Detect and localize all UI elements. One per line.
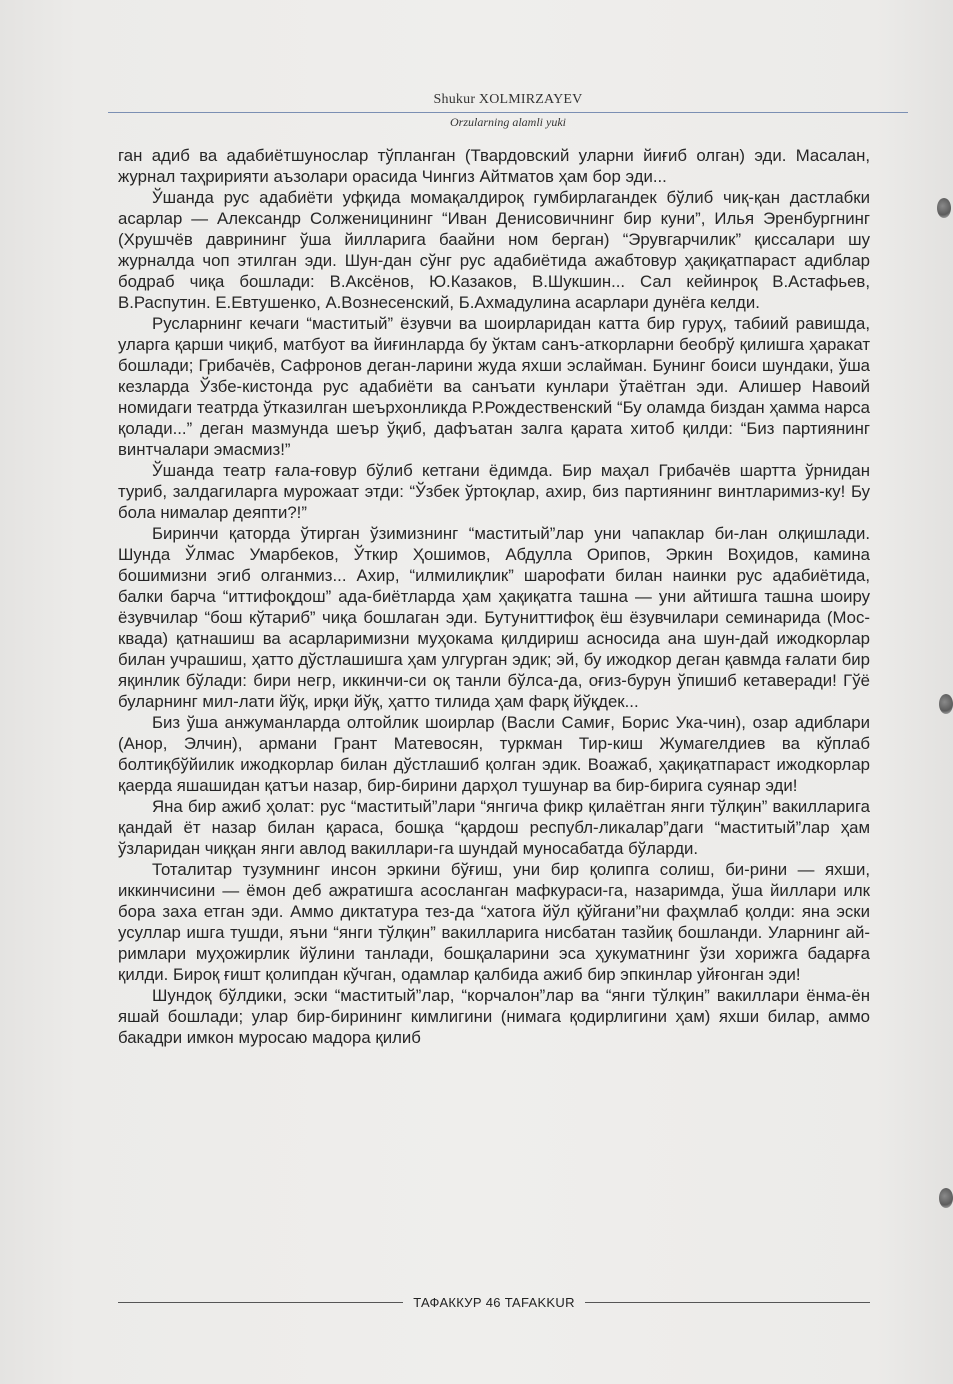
paragraph: ган адиб ва адабиётшунослар тўпланган (Твардовский уларни йиғиб олган) эди. Масалан, журнал таҳририяти аъзолари орасида Чингиз Айтматов ҳам бор эди... xyxy=(118,146,870,186)
binder-hole-icon xyxy=(937,198,951,218)
body-text xyxy=(118,145,870,1048)
header-rule xyxy=(108,112,908,113)
paragraph: Яна бир ажиб ҳолат: рус “маститый”лари “янгича фикр қилаётган янги тўлқин” вакилларига қандай ёт назар билан қараса, бошқа “қардош республ-ликалар”даги “маститый”лар ҳам ўзларидан чиққан янги авлод вакиллари-га шундай муносабатда бўларди. xyxy=(118,797,870,858)
page-footer xyxy=(118,1291,870,1313)
header-subtitle: Orzularning alamli yuki xyxy=(450,115,566,129)
paragraph: Шундоқ бўлдики, эски “маститый”лар, “корчалон”лар ва “янги тўлқин” вакиллари ёнма-ён яшай бошлади; улар бир-бирининг кимлигини (нимага қодирлигини ҳам) яхши билар, аммо бакадри имкон муросаю мадора қилиб xyxy=(118,986,870,1047)
binder-hole-icon xyxy=(939,694,953,714)
paragraph: Ўшанда рус адабиёти уфқида момақалдироқ гумбирлагандек бўлиб чиқ-қан дастлабки асарлар — Александр Солженицининг “Иван Денисовичнинг бир куни”, Илья Эренбургнинг (Хрушчёв даврининг ўша йилларига баайни ном берган) “Эрувгарчилик” қиссалари шу журналда чоп этилган эди. Шун-дан сўнг рус адабиётида ажабтовур ҳақиқатпараст адиблар бодраб чиқа бошлади: В.Аксёнов, Ю.Казаков, В.Шукшин... Сал кейинроқ В.Астафьев, В.Распутин. Е.Евтушенко, А.Вознесенский, Б.Ахмадулина асарлари дунёга келди. xyxy=(118,188,870,312)
footer-rule-right xyxy=(585,1302,870,1303)
paragraph: Ўшанда театр ғала-ғовур бўлиб кетгани ёдимда. Бир маҳал Грибачёв шартта ўрнидан туриб, залдагиларга мурожаат этди: “Ўзбек ўртоқлар, ахир, биз партиянинг винтларимиз-ку! Бу бола нималар деяпти?!” xyxy=(118,461,870,522)
footer-label: ТАФАККУР 46 TAFAKKUR xyxy=(413,1294,575,1310)
paragraph: Биз ўша анжуманларда олтойлик шоирлар (Васли Самиғ, Борис Ука-чин), озар адиблари (Анор, Элчин), армани Грант Матевосян, туркман Тир-киш Жумагелдиев ва кўплаб болтиқбўйилик ижодкорлар билан дўстлашиб қолган эдик. Воажаб, ҳақиқатпараст ижодкорлар қаерда яшашидан қатъи назар, бир-бирини дарҳол тушунар ва бир-бирига суянар эди! xyxy=(118,713,870,795)
running-header xyxy=(108,92,908,130)
paragraph: Русларнинг кечаги “маститый” ёзувчи ва шоирларидан катта бир гуруҳ, табиий равишда, уларга қарши чиқиб, матбуот ва йиғинларда бу ўктам санъ-аткорларни беобрў қилишга ҳаракат бошлади; Грибачёв, Сафронов деган-ларини жуда яхши эслайман. Бунинг боиси шундаки, ўша кезларда Ўзбе-кистонда рус адабиёти ва санъати кунлари ўтаётган эди. Алишер Навоий номидаги театрда ўтказилган шеърхонликда Р.Рождественский “Бу оламда биздан ҳамма нарса қолади...” деган мазмунда шеър ўқиб, дафъатан залга қарата хитоб қилди: “Биз партиянинг винтчалари эмасмиз!” xyxy=(118,314,870,459)
footer-rule-left xyxy=(118,1302,403,1303)
header-author: Shukur XOLMIRZAYEV xyxy=(433,92,583,107)
paragraph: Биринчи қаторда ўтирган ўзимизнинг “маститый”лар уни чапаклар би-лан олқишлади. Шунда Ўлмас Умарбеков, Ўткир Ҳошимов, Абдулла Орипов, Эркин Воҳидов, камина бошимизни эгиб олганмиз... Ахир, “илмилиқлик” шарофати билан наинки рус адабиётида, балки барча “иттифоқдош” ада-биётларда ҳам ҳақиқатга ташна — уни айтишга ташна шоиру ёзувчилар “бош кўтариб” чиқа бошлаган эди. Бутуниттифоқ ёш ёзувчилари семинарида (Мос-квада) қатнашиш ва асарларимизни муҳокама қилдириш асносида ана шун-дай ижодкорлар билан учрашиш, ҳатто дўстлашишга ҳам улгурган эдик; эй, бу ижодкор деган қавмда ғалати бир яқинлик бўлади: бири негр, иккинчи-си оқ танли бўлса-да, оғиз-бурун ўпишиб кетаверади! Гўё буларнинг мил-лати йўқ, ирқи йўқ, ҳатто тилида ҳам фарқ йўқдек... xyxy=(118,524,870,711)
paragraph: Тоталитар тузумнинг инсон эркини бўғиш, уни бир қолипга солиш, би-рини — яхши, иккинчисини — ёмон деб ажратишга асосланган мафкураси-га, назаримда, ўша йиллари илк бора заха етган эди. Аммо диктатура тез-да “хатога йўл қўйгани”ни фаҳмлаб қолди: яна эски усуллар ишга тушди, яъни “янги тўлқин” вакилларига нисбатан тазйиқ бошланди. Уларнинг ай-римлари муҳожирлик йўлини танлади, бошқаларини эса ҳукуматнинг ўзи хорижга бадарға қилди. Бироқ ғишт қолипдан кўчган, одамлар қалбида ажиб бир эпкинлар уйғонган эди! xyxy=(118,860,870,984)
binder-hole-icon xyxy=(939,1188,953,1208)
